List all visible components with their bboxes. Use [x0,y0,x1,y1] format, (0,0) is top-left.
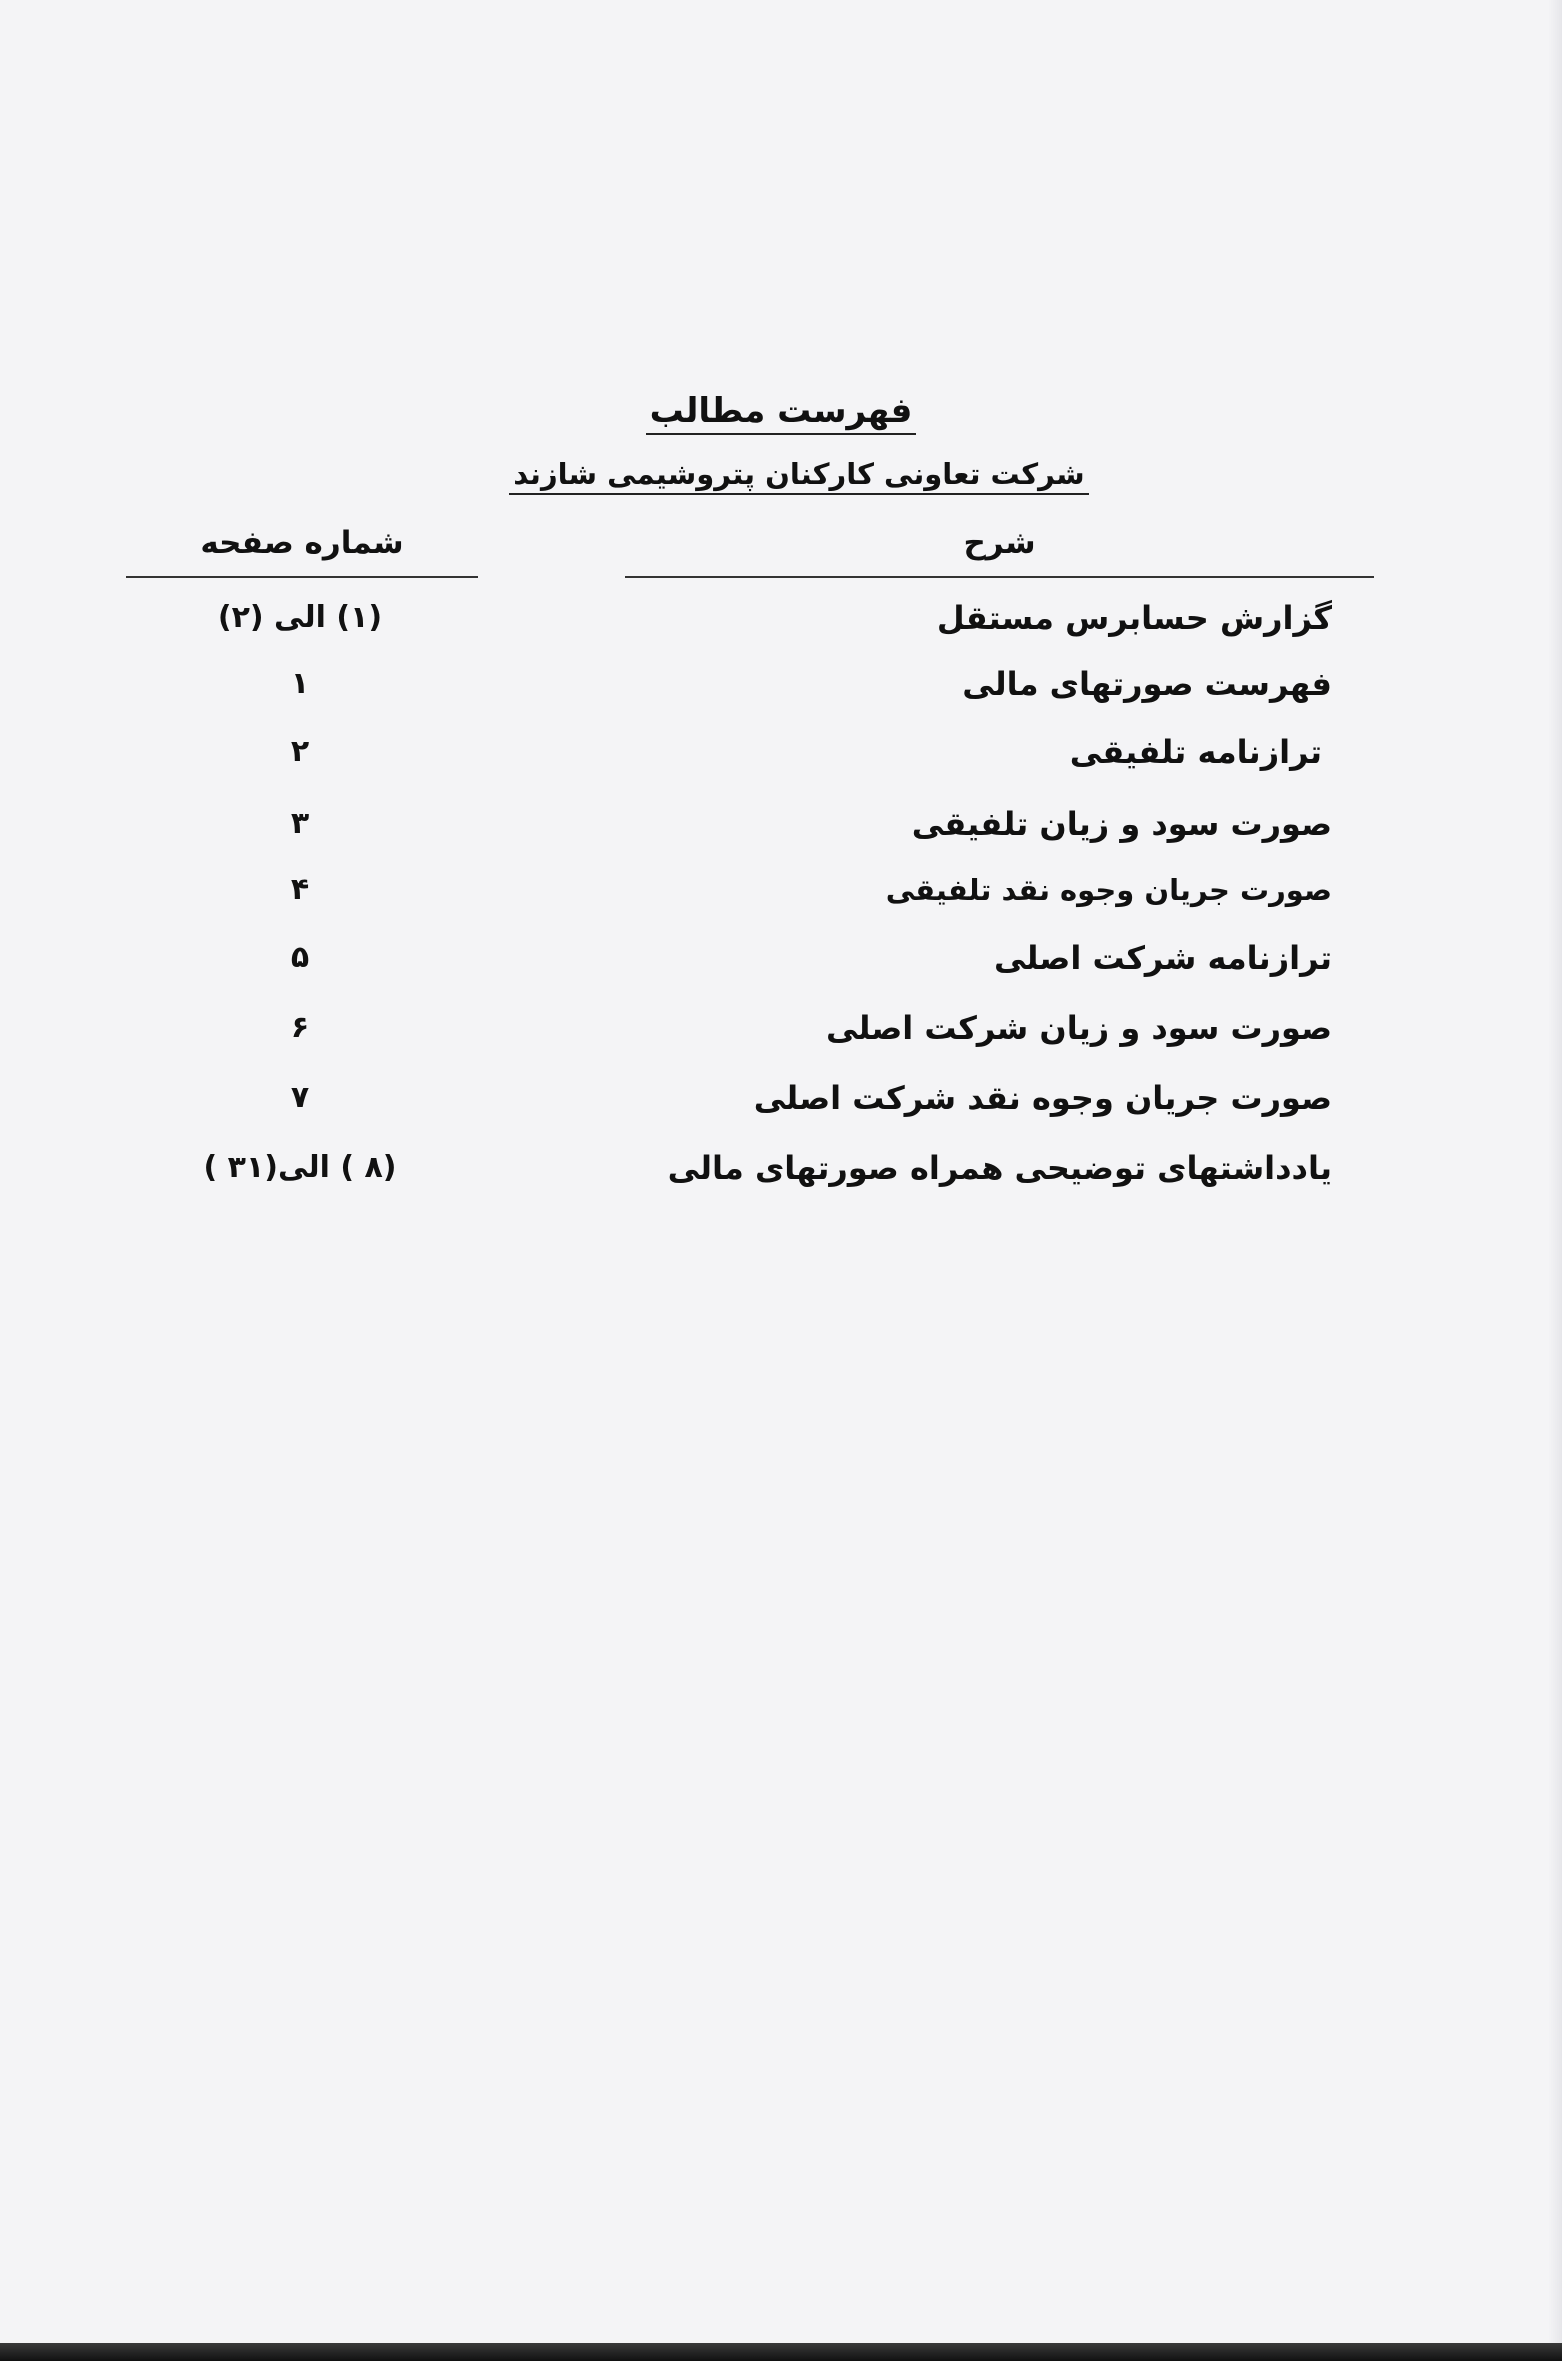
toc-row-page: ۵ [290,940,310,975]
column-divider-page-number [126,576,478,578]
toc-row [0,796,1562,852]
company-name-text: شرکت تعاونی کارکنان پتروشیمی شازند [509,457,1088,495]
toc-row-description: فهرست صورتهای مالی [962,665,1332,703]
toc-row [0,930,1562,986]
toc-row-description: صورت جریان وجوه نقد تلفیقی [885,873,1332,907]
page-title [0,388,1562,434]
column-header-description: شرح [963,525,1036,561]
toc-row-page: ۶ [290,1010,310,1045]
toc-row-page: (۸ ) الی(۳۱ ) [203,1150,397,1185]
column-header-page-number: شماره صفحه [200,525,404,561]
toc-row [0,590,1562,646]
page-title-text: فهرست مطالب [646,391,917,435]
toc-row-description: ترازنامه تلفیقی [1069,733,1322,771]
toc-row-description: صورت جریان وجوه نقد شرکت اصلی [753,1079,1332,1117]
company-name [0,452,1562,496]
scan-edge-bottom [0,2343,1562,2361]
toc-row [0,1070,1562,1126]
toc-row-page: ۴ [290,872,310,907]
toc-row [0,1140,1562,1196]
toc-row-page: ۷ [290,1080,310,1115]
toc-row-description: صورت سود و زیان شرکت اصلی [825,1009,1332,1047]
toc-row-description: گزارش حسابرس مستقل [936,599,1332,637]
toc-row-page: (۱) الی (۲) [217,600,383,635]
toc-row [0,1000,1562,1056]
toc-row [0,724,1562,780]
toc-row-description: ترازنامه شرکت اصلی [993,939,1332,977]
column-divider-description [625,576,1374,578]
toc-row-page: ۱ [290,666,310,701]
toc-row [0,862,1562,918]
toc-row-description: یادداشتهای توضیحی همراه صورتهای مالی [667,1149,1332,1187]
toc-row-page: ۳ [290,806,310,841]
toc-row [0,656,1562,712]
toc-row-page: ۲ [290,734,310,769]
toc-row-description: صورت سود و زیان تلفیقی [911,805,1332,843]
